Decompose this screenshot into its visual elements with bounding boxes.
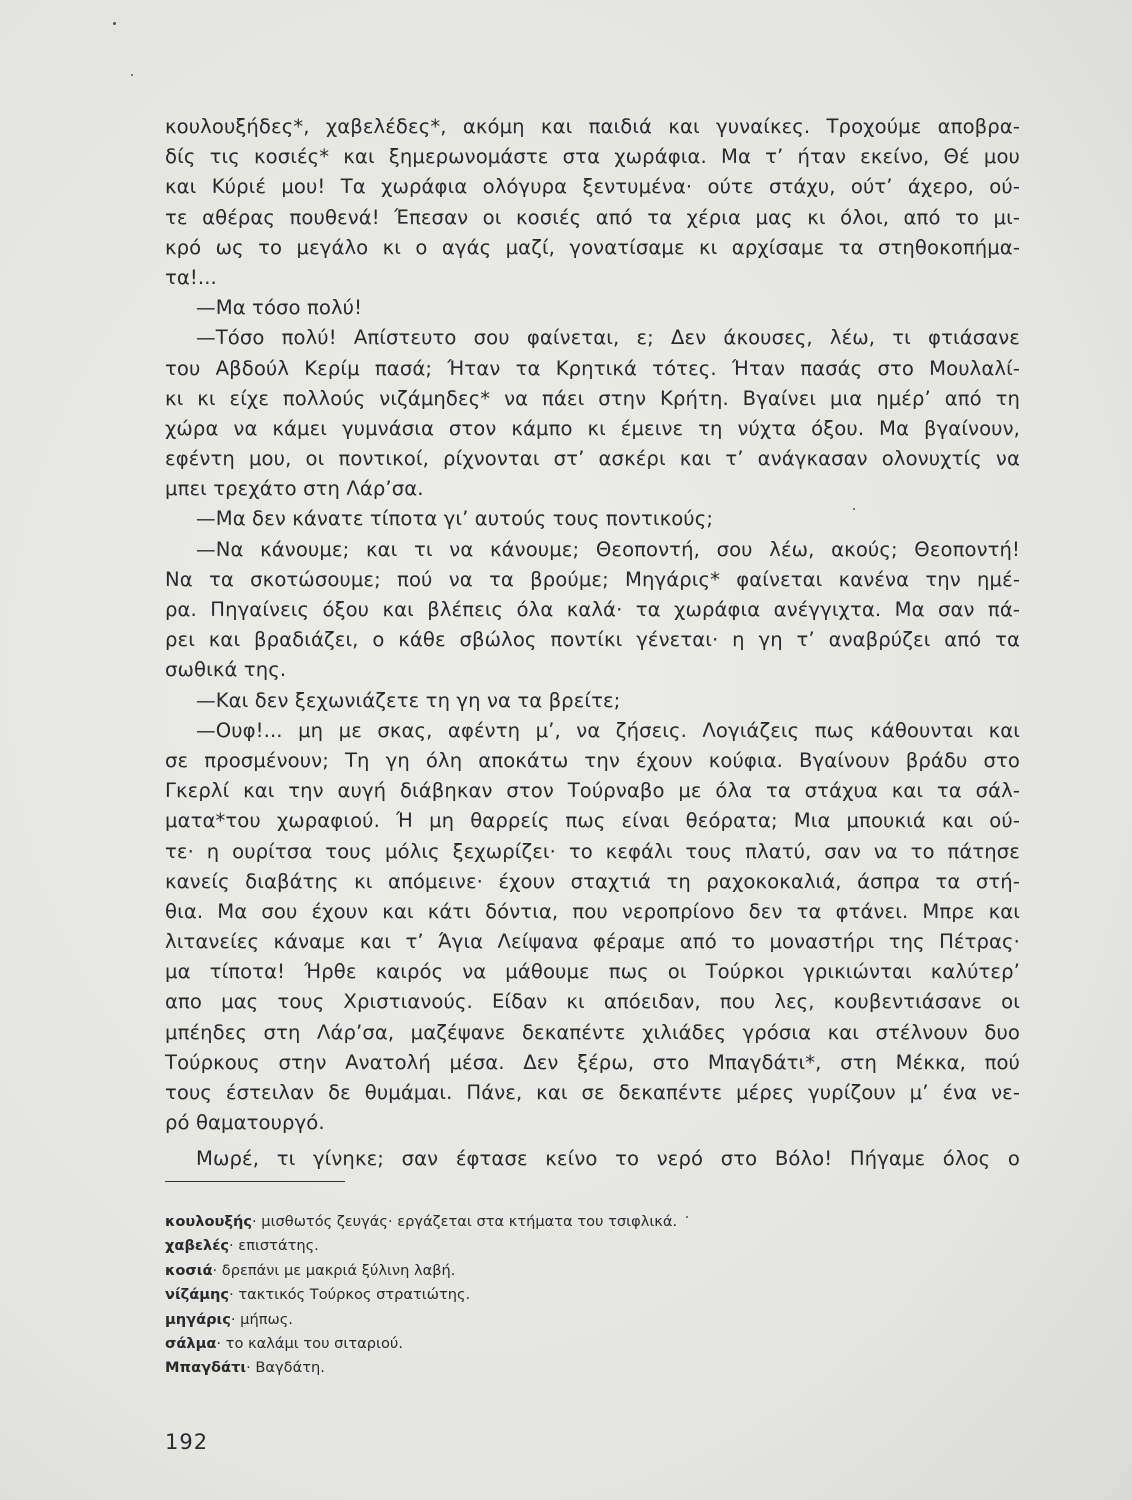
text-line: και Κύριέ μου! Τα χωράφια ολόγυρα ξεντυμένα· ούτε στάχυ, ούτ’ άχερο, ού- <box>165 175 1020 199</box>
text-line: ρό θαματουργό. <box>165 1111 325 1135</box>
text-line: σε προσμένουν; Τη γη όλη αποκάτω την έχουν κούφια. Βγαίνουν βράδυ στο <box>165 748 1020 772</box>
text-line: τους έστειλαν δε θυμάμαι. Πάνε, και σε δεκαπέντε μέρες γυρίζουν μ’ ένα νε- <box>165 1081 1020 1104</box>
footnotes <box>165 1210 865 1381</box>
scan-speck <box>113 22 116 25</box>
text-line: σωθικά της. <box>165 658 287 682</box>
footnote-definition: · τακτικός Τούρκος στρατιώτης. <box>229 1286 471 1304</box>
footnote-item <box>165 1234 865 1258</box>
scan-speck <box>686 1216 688 1218</box>
footnote-item <box>165 1283 865 1307</box>
text-line: μπέηδες στη Λάρ’σα, μαζέψανε δεκαπέντε χιλιάδες γρόσια και στέλνουν δυο <box>165 1020 1020 1044</box>
text-line: ρει και βραδιάζει, ο κάθε σβώλος ποντίκι γένεται· η γη τ’ αναβρύζει από τα <box>165 628 1020 652</box>
footnote-term: κουλουξής <box>165 1213 253 1230</box>
text-line: λιτανείες κάναμε και τ’ Άγια Λείψανα φέραμε από το μοναστήρι της Πέτρας· <box>165 930 1020 954</box>
text-line: —Ουφ!... μη με σκας, αφέντη μ’, να ζήσεις. Λογιάζεις πως κάθουνται και <box>196 718 1020 742</box>
text-line: —Να κάνουμε; και τι να κάνουμε; Θεοποντή, σου λέω, ακούς; Θεοποντή! <box>196 537 1020 561</box>
text-line: ματα*του χωραφιού. Ή μη θαρρείς πως είναι θεόρατα; Μια μπουκιά και ού- <box>165 809 1020 833</box>
text-line: χώρα να κάμει γυμνάσια στον κάμπο κι έμεινε τη νύχτα όξου. Μα βγαίνουν, <box>165 416 1020 440</box>
footnote-definition: · δρεπάνι με μακριά ξύλινη λαβή. <box>212 1261 456 1279</box>
text-line: κανείς διαβάτης κι απόμεινε· έχουν σταχτιά τη ραχοκοκαλιά, άσπρα τα στή- <box>165 869 1020 893</box>
main-text <box>165 112 1020 1175</box>
text-line: μα τίποτα! Ήρθε καιρός να μάθουμε πως οι Τούρκοι γρικιώνται καλύτερ’ <box>165 960 1020 984</box>
footnote-definition: · μήπως. <box>230 1310 293 1328</box>
text-line: Να τα σκοτώσουμε; πού να τα βρούμε; Μηγάρις* φαίνεται κανένα την ημέ- <box>165 567 1020 591</box>
text-line: του Αβδούλ Κερίμ πασά; Ήταν τα Κρητικά τότες. Ήταν πασάς στο Μουλαλί- <box>165 356 1020 380</box>
text-line: ρα. Πηγαίνεις όξου και βλέπεις όλα καλά· τα χωράφια ανέγγιχτα. Μα σαν πά- <box>165 598 1020 621</box>
footnote-item <box>165 1332 865 1356</box>
scan-speck <box>853 508 855 510</box>
footnote-term: νίζάμης <box>165 1286 230 1304</box>
page-number: 192 <box>165 1430 209 1454</box>
text-line: τα!... <box>165 265 217 289</box>
text-line: θια. Μα σου έχουν και κάτι δόντια, που νεροπρίονο δεν τα φτάνει. Μπρε και <box>165 899 1020 923</box>
text-line: κι κι είχε πολλούς νιζάμηδες* να πάει στην Κρήτη. Βγαίνει μια ημέρ’ από τη <box>165 386 1020 410</box>
text-line: Μωρέ, τι γίνηκε; σαν έφτασε κείνο το νερό στο Βόλο! Πήγαμε όλος ο <box>196 1147 1020 1171</box>
footnote-definition: · επιστάτης. <box>229 1237 319 1255</box>
footnote-definition: · Βαγδάτη. <box>246 1359 325 1377</box>
footnote-term: μηγάρις <box>165 1310 231 1328</box>
text-line: εφέντη μου, οι ποντικοί, ρίχνονται στ’ ασκέρι και τ’ ανάγκασαν ολονυχτίς να <box>165 447 1020 471</box>
text-line: Γκερλί και την αυγή διάβηκαν στον Τούρναβο με όλα τα στάχυα και τα σάλ- <box>165 779 1020 803</box>
footnote-item <box>165 1356 865 1380</box>
text-line: —Και δεν ξεχωνιάζετε τη γη να τα βρείτε; <box>196 688 621 712</box>
scan-speck <box>131 74 133 76</box>
footnote-definition: · μισθωτός ζευγάς· εργάζεται στα κτήματα του τσιφλικά. <box>252 1213 678 1230</box>
text-line: μπει τρεχάτο στη Λάρ’σα. <box>165 477 424 501</box>
text-line: Τούρκους στην Ανατολή μέσα. Δεν ξέρω, στο Μπαγδάτι*, στη Μέκκα, πού <box>165 1050 1020 1074</box>
footnote-item <box>165 1210 865 1234</box>
footnote-item <box>165 1308 865 1332</box>
text-line: —Μα τόσο πολύ! <box>196 296 363 320</box>
footnote-item <box>165 1259 865 1283</box>
text-line: —Τόσο πολύ! Απίστευτο σου φαίνεται, ε; Δεν άκουσες, λέω, τι φτιάσανε <box>196 326 1020 350</box>
footnote-term: κοσιά <box>165 1261 213 1279</box>
footnote-term: χαβελές <box>165 1237 230 1255</box>
text-line: —Μα δεν κάνατε τίποτα γι’ αυτούς τους ποντικούς; <box>196 507 714 531</box>
text-line: απο μας τους Χριστιανούς. Είδαν κι απόειδαν, που λες, κουβεντιάσανε οι <box>165 990 1020 1014</box>
footnote-divider <box>165 1181 345 1182</box>
footnote-term: Μπαγδάτι <box>165 1359 247 1377</box>
text-line: τε· η ουρίτσα τους μόλις ξεχωρίζει· το κεφάλι τους πλατύ, σαν να το πάτησε <box>165 839 1020 863</box>
text-line: κρό ως το μεγάλο κι ο αγάς μαζί, γονατίσαμε κι αρχίσαμε τα στηθοκοπήμα- <box>165 235 1020 259</box>
text-line: κουλουξήδες*, χαβελέδες*, ακόμη και παιδιά και γυναίκες. Τροχούμε αποβρα- <box>165 115 1020 138</box>
text-line: τε αθέρας πουθενά! Έπεσαν οι κοσιές από τα χέρια μας κι όλοι, από το μι- <box>165 205 1020 229</box>
footnote-definition: · το καλάμι του σιταριού. <box>216 1335 403 1353</box>
footnote-term: σάλμα <box>165 1335 217 1353</box>
text-line: δίς τις κοσιές* και ξημερωνομάστε στα χωράφια. Μα τ’ ήταν εκείνο, Θέ μου <box>165 145 1020 169</box>
